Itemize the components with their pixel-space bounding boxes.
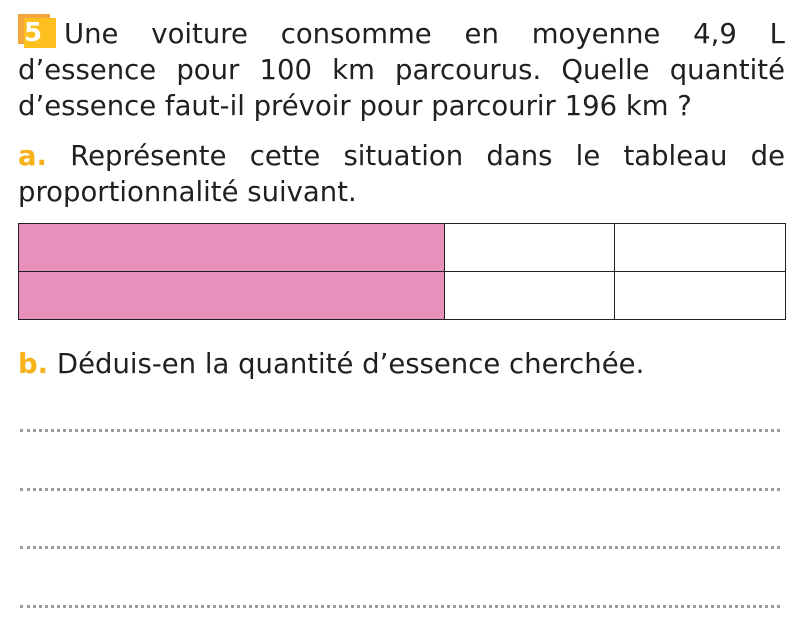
exercise-number-badge	[18, 14, 56, 48]
proportionality-table	[18, 223, 786, 320]
table-cell[interactable]	[445, 272, 615, 320]
answer-line[interactable]	[20, 488, 780, 491]
question-b	[18, 346, 785, 382]
answer-line[interactable]	[20, 429, 780, 432]
table-row-header-cell[interactable]	[19, 272, 445, 320]
question-a-letter: a.	[18, 140, 48, 172]
exercise-statement	[18, 14, 785, 124]
question-b-text: Déduis-en la quantité d’essence cherchée.	[56, 348, 645, 380]
question-a-text: Représente cette situation dans le tableau de proportionnalité suivant.	[18, 140, 785, 208]
answer-line[interactable]	[20, 605, 780, 608]
question-a	[18, 138, 785, 210]
table-row-header-cell[interactable]	[19, 224, 445, 272]
exercise-statement-text: Une voiture consomme en moyenne 4,9 L d’essence pour 100 km parcourus. Quelle quantité d’essence faut-il prévoir pour parcourir 196 km ?	[18, 18, 785, 122]
exercise-block	[18, 14, 785, 210]
table-cell[interactable]	[615, 224, 786, 272]
table-row	[19, 272, 786, 320]
exercise-number: 5	[24, 18, 56, 48]
table-cell[interactable]	[615, 272, 786, 320]
table-row	[19, 224, 786, 272]
table-cell[interactable]	[445, 224, 615, 272]
question-b-letter: b.	[18, 348, 49, 380]
answer-line[interactable]	[20, 546, 780, 549]
